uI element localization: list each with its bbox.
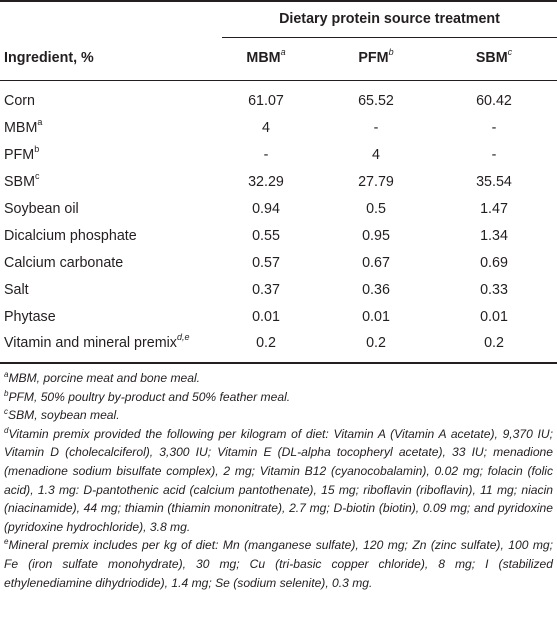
mbm-value: 0.37 [252,282,280,298]
footnotes [4,369,553,592]
ingredient-name: Calcium carbonate [4,255,124,271]
table-row [0,330,557,357]
mbm-value: 0.01 [252,309,280,325]
column-header-pfm [340,47,412,66]
table-row [0,142,557,169]
footnote-mark: b [4,388,9,398]
footnote-mark: c [4,407,8,417]
sbm-value: 1.34 [480,228,508,244]
footnote [4,425,553,537]
column-header-label: PFM [358,50,389,66]
table-row [0,250,557,277]
bottom-rule [0,362,557,364]
column-header-sup: c [507,47,513,58]
header-rule [0,80,557,81]
sbm-value: - [491,120,497,136]
pfm-value: 0.5 [366,201,386,217]
footnote-mark: d [4,425,9,435]
table-row [0,223,557,250]
pfm-value: 0.2 [366,335,386,351]
ingredient-name: Soybean oil [4,201,79,217]
ingredient-name: Corn [4,93,35,109]
table-row [0,196,557,223]
pfm-value: 0.67 [362,255,390,271]
mbm-value: 0.94 [252,201,280,217]
footnote-mark: e [4,537,9,547]
pfm-value: 0.01 [362,309,390,325]
column-header-label: SBM [475,50,508,66]
column-header-label: MBM [246,50,281,66]
footnote-text: Vitamin premix provided the following per kilogram of diet: Vitamin A (Vitamin A acetate), 9,370 IU; Vitamin D (cholecalciferol), 3,300 IU; Vitamin E (DL-alpha tocopheryl acetate), 33 IU; menadione (menadione sodium bisulfate complex), 2 mg; Vitamin B12 (cyanocobalamin), 0.02 mg; folacin (folic acid), 1.3 mg: D-pantothenic acid (calcium pantothenate), 15 mg; riboflavin (riboflavin), 11 mg; niacin (niacinamide), 44 mg; thiamin (thiamin mononitrate), 2.7 mg; D-biotin (biotin), 0.09 mg; and pyridoxine (pyridoxine hydrochloride), 3.8 mg. [4,426,553,534]
column-header-mbm [230,47,302,66]
ingredient-name: Phytase [4,309,56,325]
sbm-value: 0.69 [480,255,508,271]
sbm-value: 35.54 [476,174,512,190]
footnote-text: Mineral premix includes per kg of diet: Mn (manganese sulfate), 120 mg; Zn (zinc sulfate), 100 mg; Fe (iron sulfate monohydrate), 30 mg; Cu (tri-basic copper chloride), 8 mg; I (stabilized ethylenediamine dihydriodide), 1.4 mg; Se (sodium selenite), 0.3 mg. [4,538,553,590]
pfm-value: 65.52 [358,93,394,109]
footnote [4,369,553,388]
mbm-value: 0.2 [256,335,276,351]
table-row [0,169,557,196]
table-row [0,115,557,142]
sbm-value: - [491,147,497,163]
table-row [0,304,557,331]
table-row [0,277,557,304]
ingredient-column-header: Ingredient, % [4,50,94,66]
sbm-value: 0.01 [480,309,508,325]
pfm-value: 27.79 [358,174,394,190]
ingredient-name: SBM$^c$ [4,171,40,190]
footnote [4,536,553,592]
mbm-value: 61.07 [248,93,284,109]
footnote-text: PFM, 50% poultry by-product and 50% feather meal. [8,389,291,404]
ingredient-name: Dicalcium phosphate [4,228,137,244]
sbm-value: 0.33 [480,282,508,298]
footnote [4,388,553,407]
ingredient-name: PFM$^b$ [4,144,40,163]
ingredient-name: Salt [4,282,29,298]
top-rule [0,0,557,2]
pfm-value: 0.36 [362,282,390,298]
ingredient-name: Vitamin and mineral premix$^{d,e}$ [4,332,190,351]
group-header-rule [222,37,557,38]
sbm-value: 60.42 [476,93,512,109]
pfm-value: 0.95 [362,228,390,244]
column-header-sbm [458,47,530,66]
mbm-value: 32.29 [248,174,284,190]
ingredient-name: MBM$^a$ [4,117,43,136]
footnote-text: MBM, porcine meat and bone meal. [8,371,201,385]
mbm-value: 4 [262,120,270,136]
mbm-value: - [263,147,269,163]
mbm-value: 0.55 [252,228,280,244]
pfm-value: 4 [372,147,380,163]
sbm-value: 0.2 [484,335,504,351]
group-header: Dietary protein source treatment [279,11,500,27]
pfm-value: - [373,120,379,136]
footnote-text: SBM, soybean meal. [8,408,120,423]
mbm-value: 0.57 [252,255,280,271]
sbm-value: 1.47 [480,201,508,217]
column-header-sup: a [280,47,286,58]
table-row [0,88,557,115]
footnote-mark: a [4,369,9,379]
column-header-sup: b [388,47,394,58]
footnote [4,406,553,425]
